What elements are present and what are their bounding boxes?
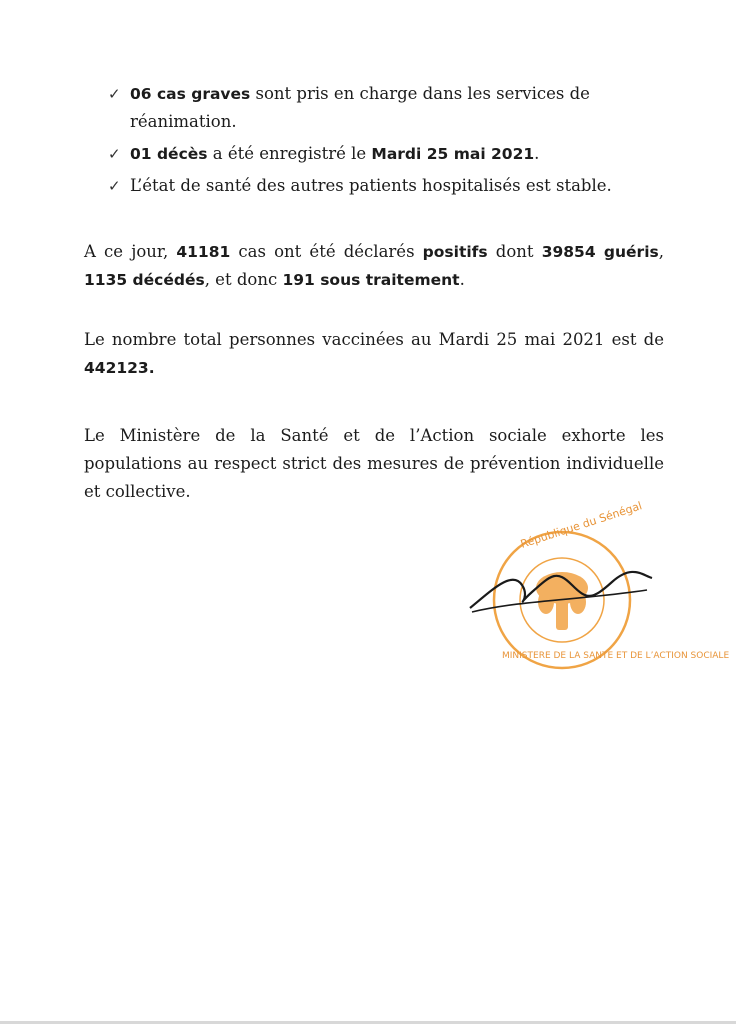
checkmark-icon: ✓: [108, 85, 121, 103]
checkmark-icon: ✓: [108, 145, 121, 163]
paragraph-recommendation: Le Ministère de la Santé et de l’Action sociale exhorte les populations au respect strict des mesures de prévention individuelle et collective.: [84, 426, 664, 501]
seal-top-text: République du Sénégal: [518, 499, 644, 551]
official-seal-stamp: [462, 499, 730, 680]
bullet-patient-status: ✓ L’état de santé des autres patients hospitalisés est stable.: [108, 172, 668, 200]
paragraph-vaccination: Le nombre total personnes vaccinées au Mardi 25 mai 2021 est de 442123.: [84, 330, 664, 377]
seal-ring-text: MINISTERE DE LA SANTE ET DE L’ACTION SOCIALE: [502, 651, 730, 661]
checkmark-icon: ✓: [108, 177, 121, 195]
bullet-list: [108, 80, 668, 204]
bullet-deaths: ✓ 01 décès a été enregistré le Mardi 25 mai 2021.: [108, 140, 668, 168]
paragraph-case-summary: A ce jour, 41181 cas ont été déclarés positifs dont 39854 guéris, 1135 décédés, et donc 191 sous traitement.: [84, 242, 664, 289]
bullet-severe-cases: ✓ 06 cas graves sont pris en charge dans les services de réanimation.: [108, 80, 668, 136]
